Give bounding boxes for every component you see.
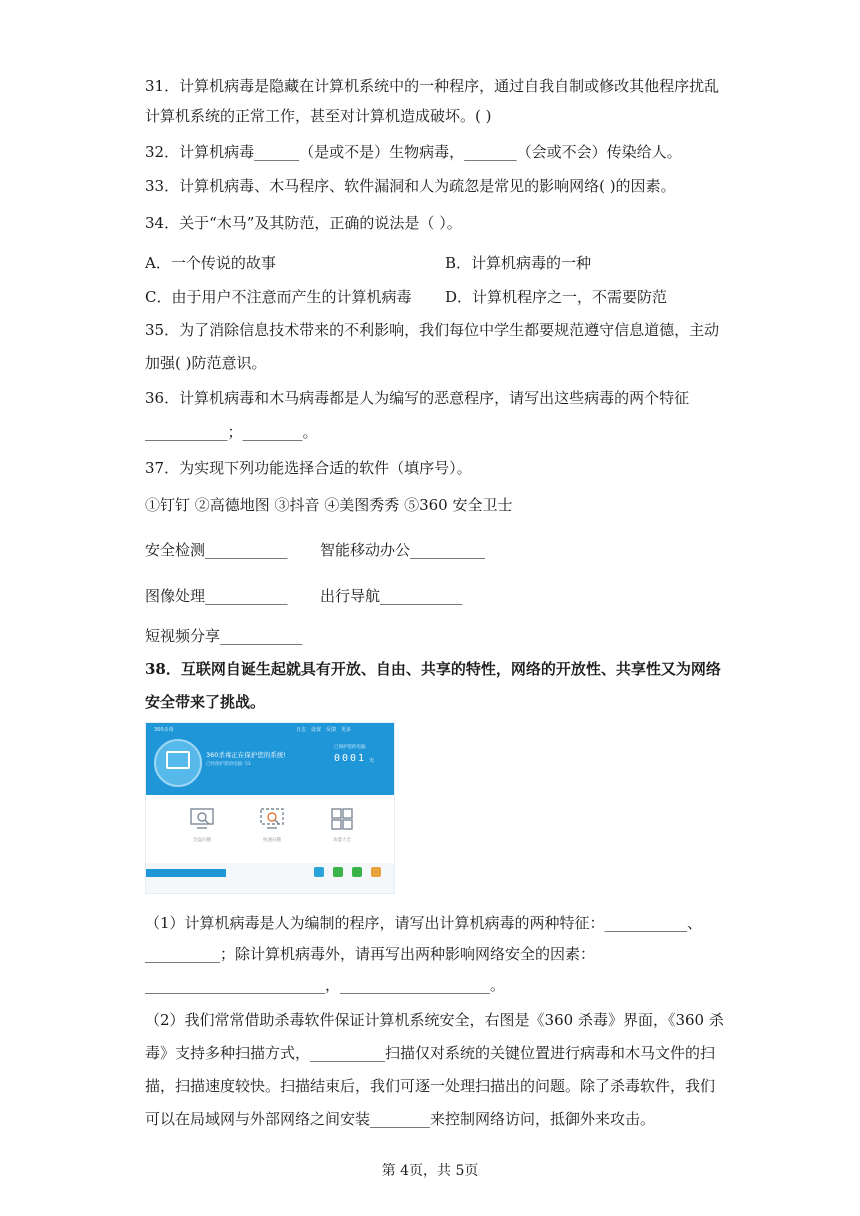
q37-short-video: 短视频分享___________ [145,627,303,645]
screenshot-protect-label: 已保护您的电脑 [334,745,366,750]
full-scan-label: 全盘扫描 [193,838,211,843]
q36-line1: 36．计算机病毒和木马病毒都是人为编写的恶意程序，请写出这些病毒的两个特征 [145,389,690,407]
q31-line1: 31．计算机病毒是隐藏在计算机系统中的一种程序，通过自我自制或修改其他程序扰乱 [145,77,720,95]
screenshot-app-name: 360杀毒 [154,727,174,733]
function-grid-icon [329,807,355,831]
screenshot-menu-log: 日志 [296,727,307,733]
q37-navigation: 出行导航___________ [320,587,463,605]
q33-text: 33．计算机病毒、木马程序、软件漏洞和人为疏忽是常见的影响网络( )的因素。 [145,177,676,195]
q37-text: 37．为实现下列功能选择合适的软件（填序号）。 [145,459,472,477]
q34-option-a: A．一个传说的故事 [145,254,276,272]
q38-2-line3: 描，扫描速度较快。扫描结束后，我们可逐一处理扫描出的问题。除了杀毒软件，我们 [145,1077,716,1095]
screenshot-status: 360杀毒正在保护您的系统! [206,751,287,759]
q34-text: 34．关于“木马”及其防范，正确的说法是（ ）。 [145,214,462,232]
q34-option-b: B．计算机病毒的一种 [445,254,592,272]
tool-tile-icon [371,867,381,877]
q37-software-options: ①钉钉 ②高德地图 ③抖音 ④美图秀秀 ⑤360 安全卫士 [145,496,513,514]
screenshot-update-bar [146,869,226,877]
tool-tile-icon [333,867,343,877]
full-scan-icon [189,807,215,831]
tool-tile-icon [314,867,324,877]
quick-scan-label: 快速扫描 [263,838,281,843]
q38-1-line2: __________；除计算机病毒外，请再写出两种影响网络安全的因素： [145,945,596,963]
tool-tile-icon [352,867,362,877]
q37-security-check: 安全检测___________ [145,541,288,559]
q35-line2: 加强( )防范意识。 [145,354,267,372]
q34-option-d: D．计算机程序之一，不需要防范 [445,288,668,306]
monitor-check-icon [166,751,190,769]
q37-image-processing: 图像处理___________ [145,587,288,605]
q32-text: 32．计算机病毒______（是或不是）生物病毒，_______（会或不会）传染给人。 [145,143,682,161]
q38-1-line3: ________________________，____________________。 [145,976,506,994]
q31-line2: 计算机系统的正常工作，甚至对计算机造成破坏。( ) [145,107,492,125]
q38-line1: 38．互联网自诞生起就具有开放、自由、共享的特性，网络的开放性、共享性又为网络 [145,660,721,678]
q34-option-c: C．由于用户不注意而产生的计算机病毒 [145,288,412,306]
quick-scan-icon [259,807,285,831]
q38-1-line1: （1）计算机病毒是人为编制的程序，请写出计算机病毒的两种特征：___________、 [145,914,703,932]
screenshot-days-unit: 天 [369,758,375,764]
screenshot-sub-status: 已经保护您的电脑: 53 [206,762,251,767]
q38-2-line4: 可以在局域网与外部网络之间安装________来控制网络访问，抵御外来攻击。 [145,1110,656,1128]
q38-2-line2: 毒》支持多种扫描方式，__________扫描仅对系统的关键位置进行病毒和木马文件的扫 [145,1044,716,1062]
screenshot-menu-more: 更多 [341,727,352,733]
q36-line2: ___________；________。 [145,423,318,441]
screenshot-titlebar [146,723,394,737]
antivirus-screenshot [145,722,395,894]
screenshot-menu-feedback: 反馈 [326,727,337,733]
q38-2-line1: （2）我们常常借助杀毒软件保证计算机系统安全，右图是《360 杀毒》界面，《360 杀 [145,1011,724,1029]
function-list-label: 功能大全 [333,838,351,843]
screenshot-days-counter: 0001 [334,753,367,764]
q37-mobile-office: 智能移动办公__________ [320,541,486,559]
q38-line2: 安全带来了挑战。 [145,693,266,711]
q35-line1: 35．为了消除信息技术带来的不利影响，我们每位中学生都要规范遵守信息道德，主动 [145,321,720,339]
page-footer: 第 4页，共 5页 [381,1163,479,1179]
screenshot-menu-settings: 设置 [311,727,322,733]
